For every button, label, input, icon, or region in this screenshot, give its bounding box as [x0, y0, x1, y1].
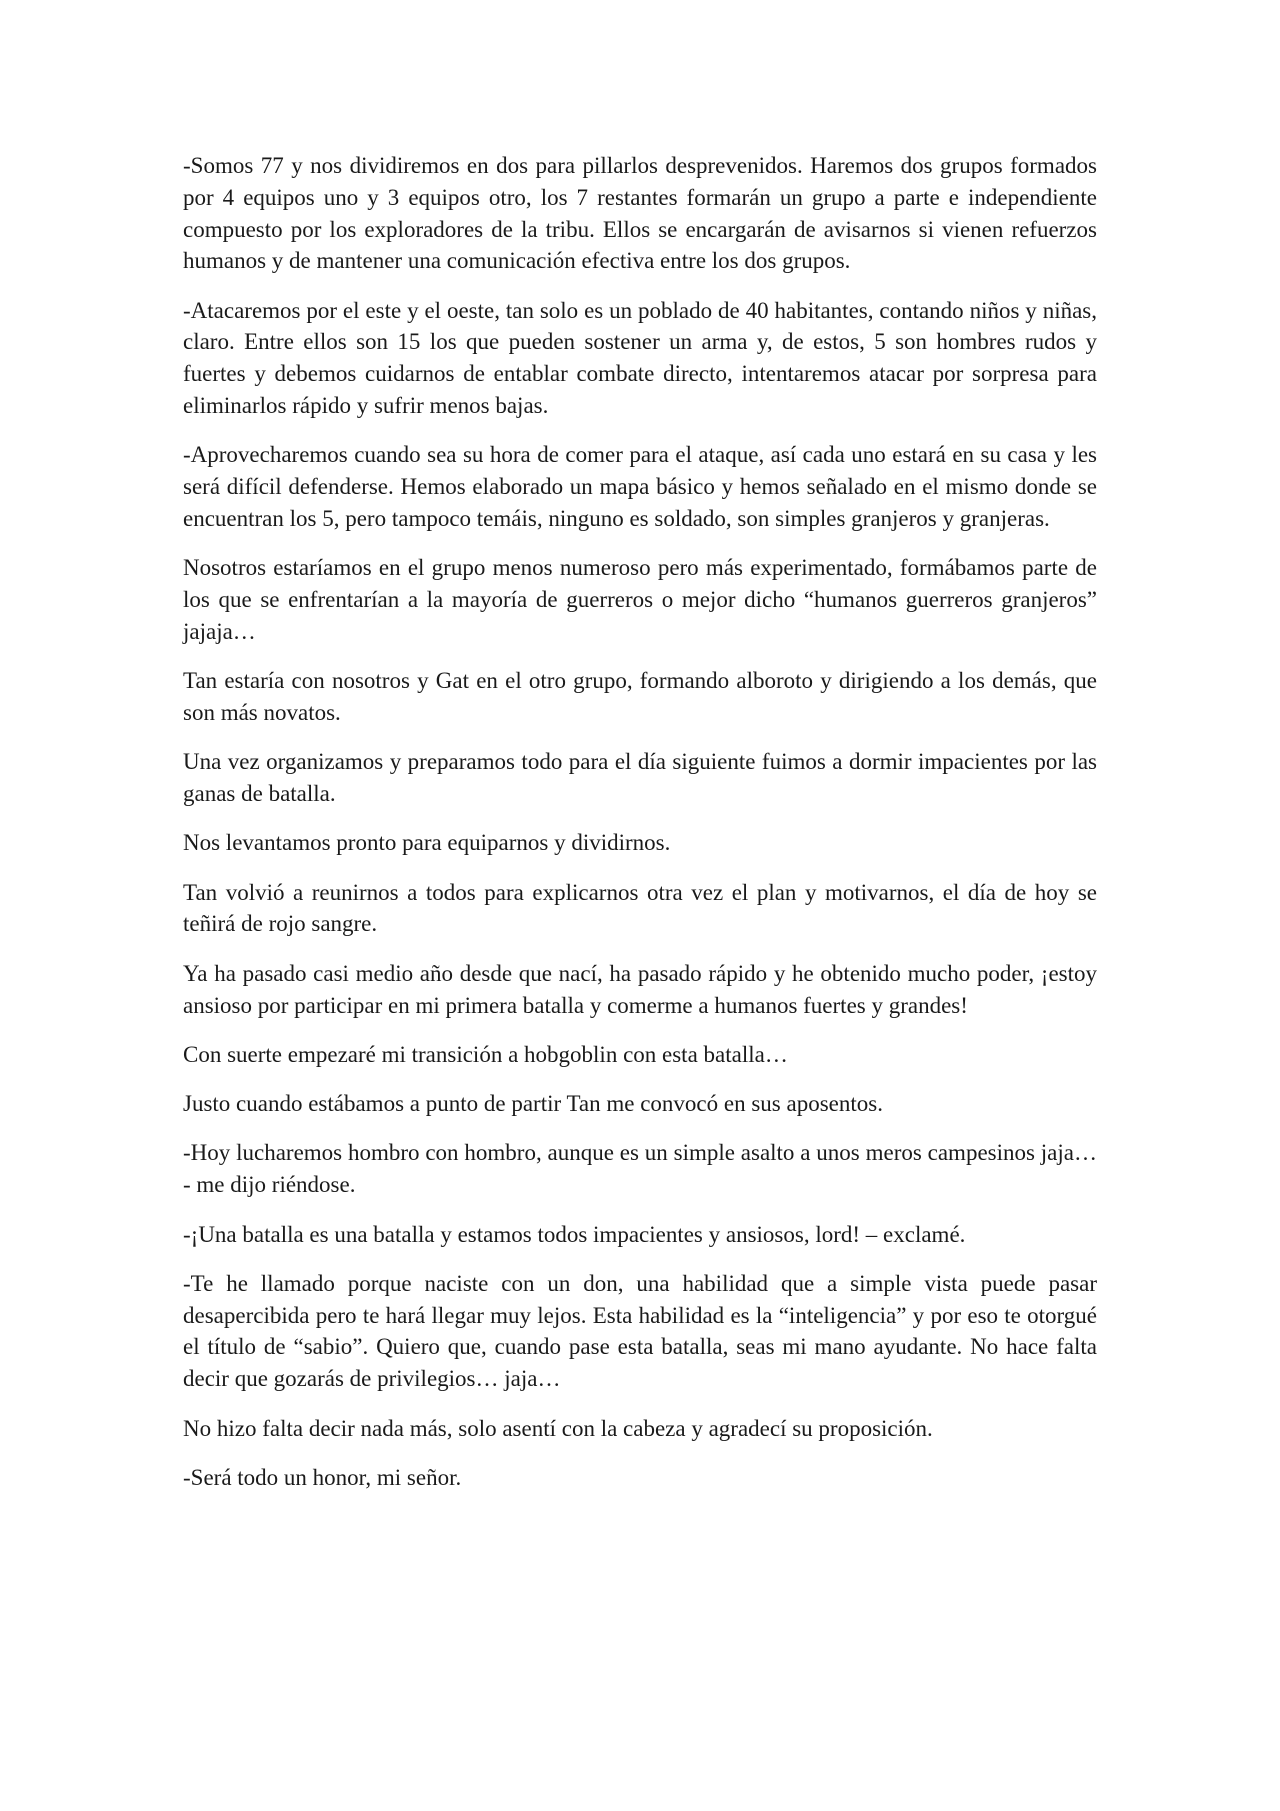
paragraph: Nosotros estaríamos en el grupo menos numeroso pero más experimentado, formábamos parte de los que se enfrentarían a la mayoría de guerreros o mejor dicho “humanos guerreros granjeros” jajaja…	[183, 555, 1097, 644]
paragraph: -Somos 77 y nos dividiremos en dos para pillarlos desprevenidos. Haremos dos grupos formados por 4 equipos uno y 3 equipos otro, los 7 restantes formarán un grupo a parte e independiente compuesto por los exploradores de la tribu. Ellos se encargarán de avisarnos si vienen refuerzos humanos y de mantener una comunicación efectiva entre los dos grupos.	[183, 153, 1097, 274]
paragraph: Con suerte empezaré mi transición a hobgoblin con esta batalla…	[183, 1041, 788, 1067]
paragraph: Tan volvió a reunirnos a todos para explicarnos otra vez el plan y motivarnos, el día de hoy se teñirá de rojo sangre.	[183, 879, 1097, 937]
paragraph: Nos levantamos pronto para equiparnos y dividirnos.	[183, 830, 671, 856]
paragraph: Una vez organizamos y preparamos todo para el día siguiente fuimos a dormir impacientes por las ganas de batalla.	[183, 749, 1097, 807]
paragraph: -¡Una batalla es una batalla y estamos todos impacientes y ansiosos, lord! – exclamé.	[183, 1221, 966, 1247]
paragraph: -Atacaremos por el este y el oeste, tan solo es un poblado de 40 habitantes, contando niños y niñas, claro. Entre ellos son 15 los que pueden sostener un arma y, de estos, 5 son hombres rudos y fuertes y debemos cuidarnos de entablar combate directo, intentaremos atacar por sorpresa para eliminarlos rápido y sufrir menos bajas.	[183, 297, 1097, 419]
paragraph: -Hoy lucharemos hombro con hombro, aunque es un simple asalto a unos meros campesinos jaja… - me dijo riéndose.	[183, 1140, 1097, 1198]
paragraph: Ya ha pasado casi medio año desde que nací, ha pasado rápido y he obtenido mucho poder, ¡estoy ansioso por participar en mi primera batalla y comerme a humanos fuertes y grandes!	[183, 960, 1097, 1018]
body-text	[183, 150, 1097, 1511]
paragraph: Tan estaría con nosotros y Gat en el otro grupo, formando alboroto y dirigiendo a los demás, que son más novatos.	[183, 668, 1097, 725]
paragraph: -Será todo un honor, mi señor.	[183, 1464, 462, 1490]
paragraph: -Te he llamado porque naciste con un don, una habilidad que a simple vista puede pasar desapercibida pero te hará llegar muy lejos. Esta habilidad es la “inteligencia” y por eso te otorgué el título de “sabio”. Quiero que, cuando pase esta batalla, seas mi mano ayudante. No hace falta decir que gozarás de privilegios… jaja…	[183, 1270, 1097, 1392]
paragraph: Justo cuando estábamos a punto de partir Tan me convocó en sus aposentos.	[183, 1091, 883, 1117]
paragraph: -Aprovecharemos cuando sea su hora de comer para el ataque, así cada uno estará en su casa y les será difícil defenderse. Hemos elaborado un mapa básico y hemos señalado en el mismo donde se encuentran los 5, pero tampoco temáis, ninguno es soldado, son simples granjeros y granjeras.	[183, 442, 1097, 531]
paragraph: No hizo falta decir nada más, solo asentí con la cabeza y agradecí su proposición.	[183, 1415, 933, 1441]
